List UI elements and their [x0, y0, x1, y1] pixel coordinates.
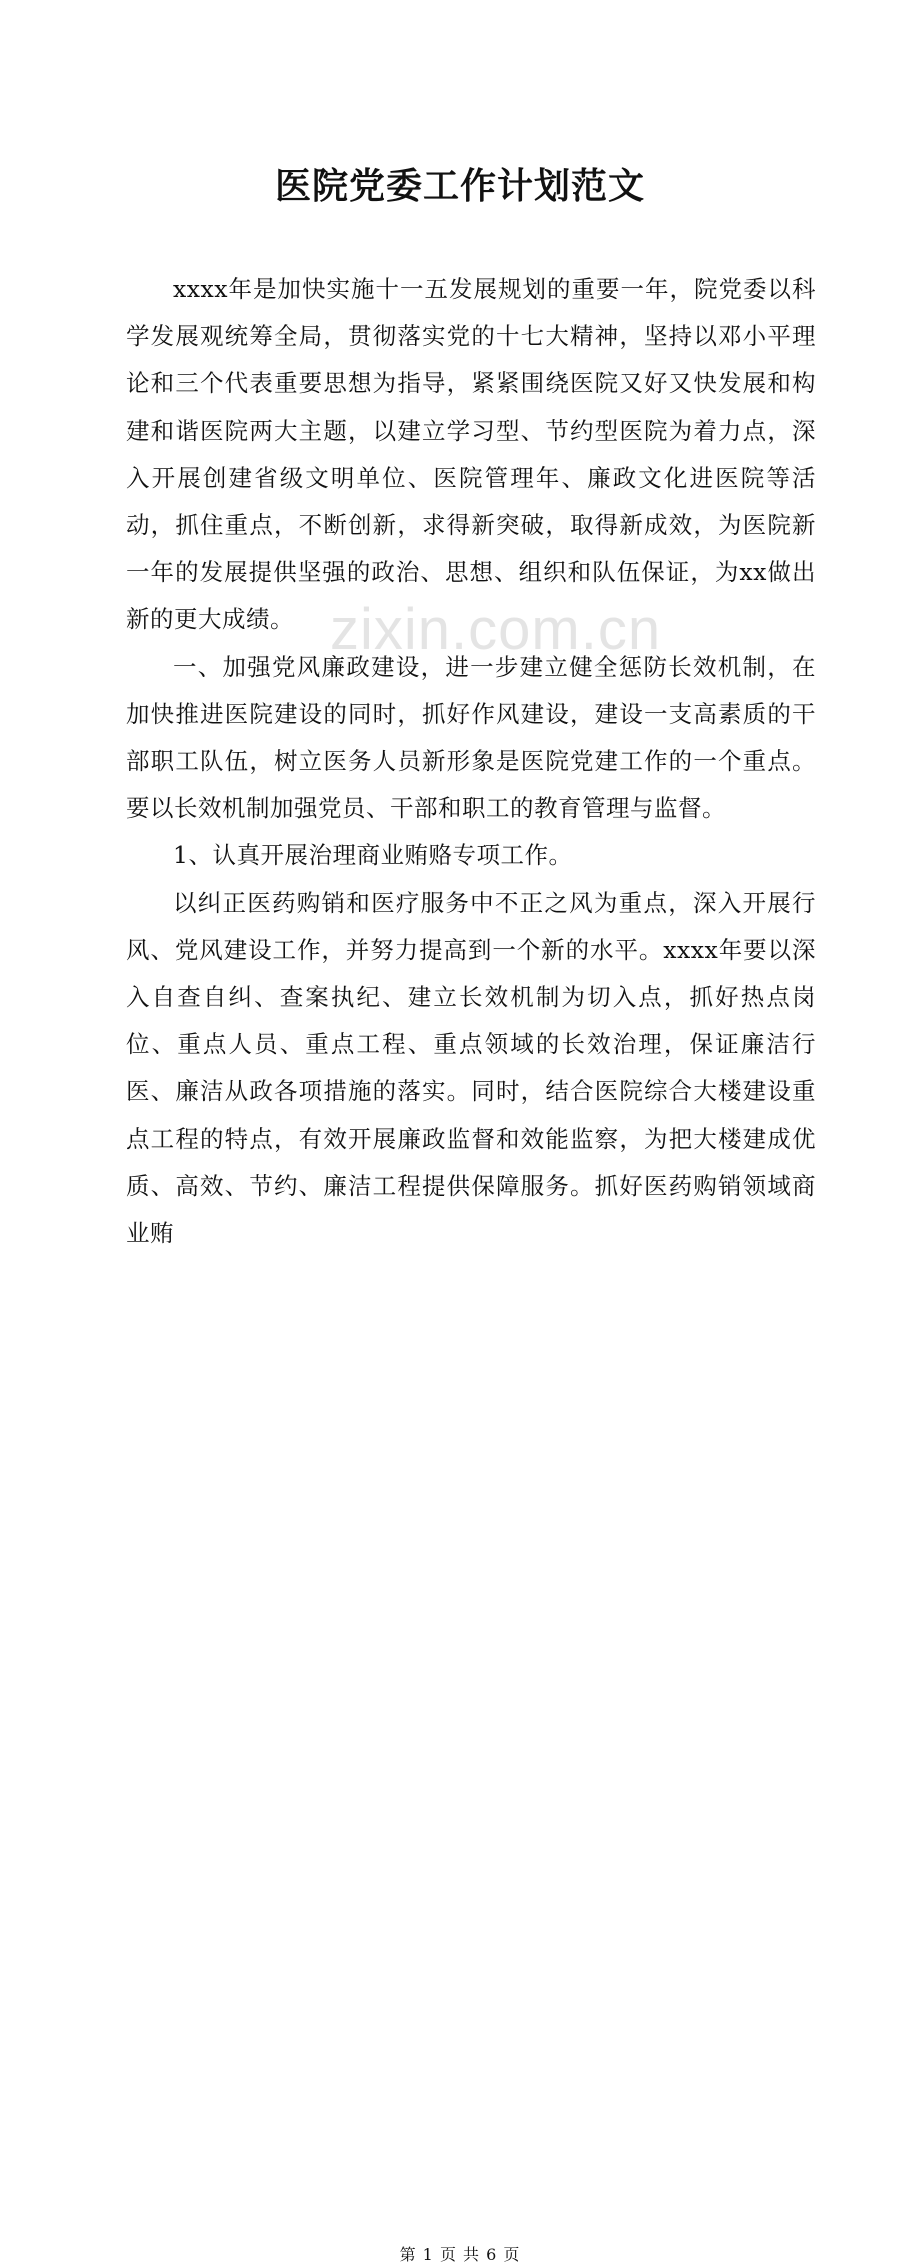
paragraph-item-1: 1、认真开展治理商业贿赂专项工作。 [173, 841, 573, 870]
document-body [126, 266, 816, 1257]
document-title: 医院党委工作计划范文 [274, 165, 645, 207]
paragraph-intro: xxxx年是加快实施十一五发展规划的重要一年，院党委以科学发展观统筹全局，贯彻落实党的十七大精神，坚持以邓小平理论和三个代表重要思想为指导，紧紧围绕医院又好又快发展和构建和谐医院两大主题，以建立学习型、节约型医院为着力点，深入开展创建省级文明单位、医院管理年、廉政文化进医院等活动，抓住重点，不断创新，求得新突破，取得新成效，为医院新一年的发展提供坚强的政治、思想、组织和队伍保证，为xx做出新的更大成绩。 [126, 275, 816, 634]
page-number-footer: 第 1 页 共 6 页 [399, 2245, 521, 2265]
paragraph-section-1: 一、加强党风廉政建设，进一步建立健全惩防长效机制，在加快推进医院建设的同时，抓好作风建设，建设一支高素质的干部职工队伍，树立医务人员新形象是医院党建工作的一个重点。要以长效机制加强党员、干部和职工的教育管理与监督。 [126, 652, 816, 823]
watermark: zixin.com.cn [330, 597, 662, 662]
paragraph-item-1-detail: 以纠正医药购销和医疗服务中不正之风为重点，深入开展行风、党风建设工作，并努力提高到一个新的水平。xxxx年要以深入自查自纠、查案执纪、建立长效机制为切入点，抓好热点岗位、重点人员、重点工程、重点领域的长效治理，保证廉洁行医、廉洁从政各项措施的落实。同时，结合医院综合大楼建设重点工程的特点，有效开展廉政监督和效能监察，为把大楼建成优质、高效、节约、廉洁工程提供保障服务。抓好医药购销领域商业贿 [126, 888, 816, 1248]
